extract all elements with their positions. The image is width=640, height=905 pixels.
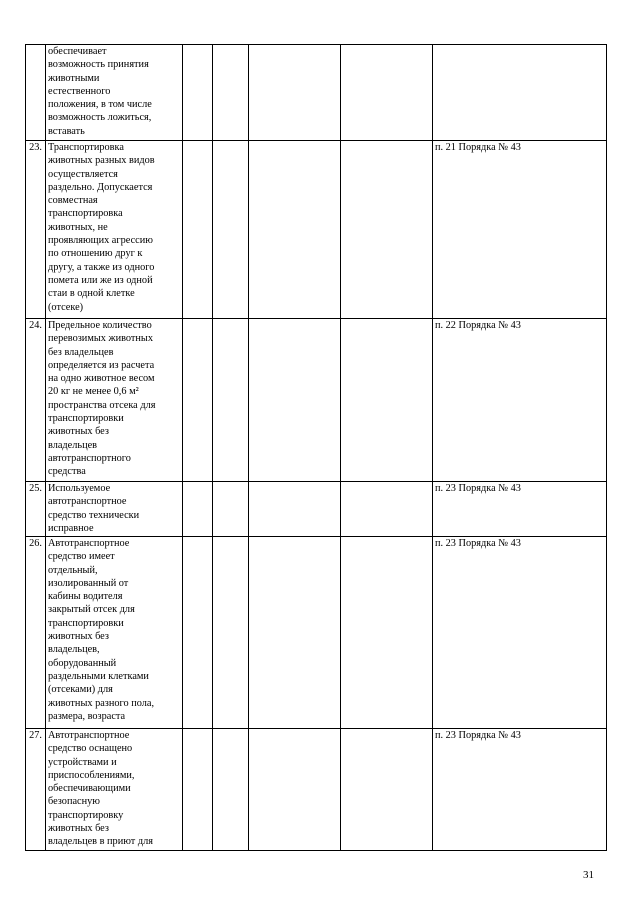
legal-reference: [433, 45, 607, 141]
empty-cell: [249, 319, 341, 482]
empty-cell: [341, 729, 433, 851]
row-number: 26.: [26, 537, 46, 729]
empty-cell: [183, 537, 213, 729]
row-number: 25.: [26, 482, 46, 537]
empty-cell: [341, 537, 433, 729]
table-row: [26, 729, 607, 851]
row-number: 27.: [26, 729, 46, 851]
requirement-text: обеспечивает возможность принятия животными естественного положения, в том числе возможность ложиться, вставать: [46, 45, 183, 141]
table-row: [26, 482, 607, 537]
row-number: 24.: [26, 319, 46, 482]
requirement-text: Предельное количество перевозимых животных без владельцев определяется из расчета на одно животное весом 20 кг не менее 0,6 м² пространства отсека для транспортировки животных без владельцев автотранспортного средства: [46, 319, 183, 482]
empty-cell: [341, 45, 433, 141]
empty-cell: [249, 45, 341, 141]
table-row: [26, 319, 607, 482]
table-row: [26, 537, 607, 729]
requirement-text: Автотранспортное средство оснащено устройствами и приспособлениями, обеспечивающими безопасную транспортировку животных без владельцев в приют для: [46, 729, 183, 851]
legal-reference: п. 23 Порядка № 43: [433, 482, 607, 537]
legal-reference: п. 22 Порядка № 43: [433, 319, 607, 482]
page-number: 31: [583, 869, 594, 881]
empty-cell: [249, 729, 341, 851]
empty-cell: [249, 537, 341, 729]
requirement-text: Используемое автотранспортное средство технически исправное: [46, 482, 183, 537]
empty-cell: [341, 141, 433, 319]
empty-cell: [183, 319, 213, 482]
empty-cell: [183, 729, 213, 851]
empty-cell: [249, 482, 341, 537]
empty-cell: [213, 482, 249, 537]
legal-reference: п. 21 Порядка № 43: [433, 141, 607, 319]
empty-cell: [213, 537, 249, 729]
empty-cell: [213, 319, 249, 482]
empty-cell: [213, 729, 249, 851]
empty-cell: [183, 141, 213, 319]
empty-cell: [249, 141, 341, 319]
table-row: [26, 45, 607, 141]
requirement-text: Транспортировка животных разных видов осуществляется раздельно. Допускается совместная транспортировка животных, не проявляющих агрессию по отношению друг к другу, а также из одного помета или же из одной стаи в одной клетке (отсеке): [46, 141, 183, 319]
requirements-table: [25, 44, 607, 851]
empty-cell: [183, 482, 213, 537]
empty-cell: [183, 45, 213, 141]
row-number: [26, 45, 46, 141]
requirement-text: Автотранспортное средство имеет отдельный, изолированный от кабины водителя закрытый отсек для транспортировки животных без владельцев, оборудованный раздельными клетками (отсеками) для животных разного пола, размера, возраста: [46, 537, 183, 729]
empty-cell: [341, 319, 433, 482]
empty-cell: [341, 482, 433, 537]
empty-cell: [213, 141, 249, 319]
legal-reference: п. 23 Порядка № 43: [433, 537, 607, 729]
legal-reference: п. 23 Порядка № 43: [433, 729, 607, 851]
row-number: 23.: [26, 141, 46, 319]
table-row: [26, 141, 607, 319]
empty-cell: [213, 45, 249, 141]
